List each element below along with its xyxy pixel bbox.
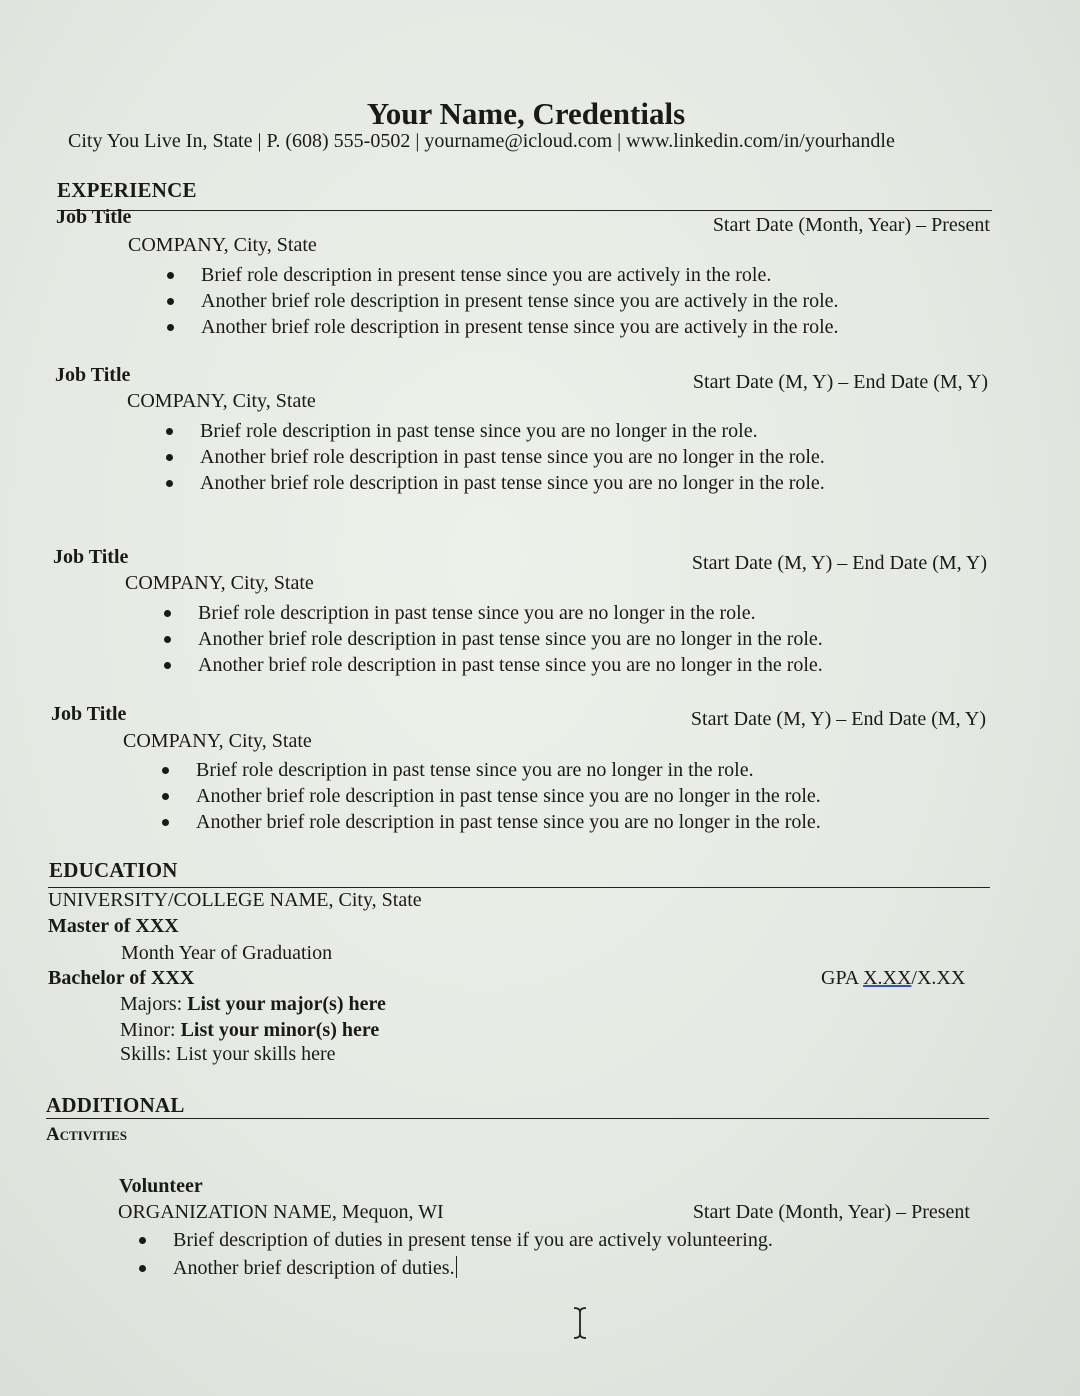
job-bullets: [200, 418, 825, 496]
job-bullets: [201, 262, 839, 340]
job-dates: Start Date (M, Y) – End Date (M, Y): [692, 371, 988, 393]
gpa-scale: /X.XX: [911, 967, 966, 989]
job-dates: Start Date (M, Y) – End Date (M, Y): [691, 552, 987, 574]
list-item: Another brief role description in past tense since you are no longer in the role.: [196, 811, 821, 833]
organization-name: ORGANIZATION NAME, Mequon, WI: [118, 1201, 444, 1223]
list-item: Another brief role description in present tense since you are actively in the role.: [201, 316, 839, 338]
ibeam-cursor-icon: [572, 1306, 588, 1340]
list-item: Another brief role description in present tense since you are actively in the role.: [201, 290, 839, 312]
job-bullets: [196, 757, 821, 835]
education-rule: [48, 887, 990, 888]
additional-rule: [46, 1118, 989, 1119]
job-dates: Start Date (M, Y) – End Date (M, Y): [690, 708, 986, 730]
list-item: Another brief role description in past tense since you are no longer in the role.: [196, 785, 821, 807]
experience-rule: [57, 210, 992, 211]
job-company: COMPANY, City, State: [128, 234, 317, 256]
list-item: Another brief role description in past tense since you are no longer in the role.: [200, 446, 825, 468]
list-item-text: Another brief description of duties.: [173, 1257, 455, 1279]
volunteer-role: Volunteer: [119, 1175, 203, 1197]
job-company: COMPANY, City, State: [127, 390, 316, 412]
majors: [120, 993, 386, 1016]
job-title: Job Title: [51, 703, 127, 725]
gpa-value: X.XX: [863, 967, 912, 989]
minor: [120, 1019, 379, 1042]
graduation-date: Month Year of Graduation: [121, 942, 333, 964]
job-company: COMPANY, City, State: [125, 572, 314, 594]
list-item: Another brief role description in past tense since you are no longer in the role.: [198, 654, 823, 676]
list-item: Another brief role description in past tense since you are no longer in the role.: [198, 628, 823, 650]
job-company: COMPANY, City, State: [123, 730, 312, 752]
list-item: Brief role description in present tense since you are actively in the role.: [201, 262, 839, 288]
list-item: Brief role description in past tense since you are no longer in the role.: [196, 757, 821, 783]
job-dates: Start Date (Month, Year) – Present: [712, 214, 990, 236]
volunteer-bullets: [173, 1227, 773, 1281]
minor-value: List your minor(s) here: [180, 1019, 380, 1041]
experience-heading: EXPERIENCE: [57, 178, 197, 202]
education-heading: EDUCATION: [49, 858, 178, 882]
list-item[interactable]: [173, 1255, 773, 1281]
minor-label: Minor:: [120, 1019, 181, 1041]
resume-name: Your Name, Credentials: [366, 96, 686, 131]
list-item: Brief role description in past tense since you are no longer in the role.: [198, 600, 823, 626]
majors-label: Majors:: [120, 993, 188, 1015]
activities-subheading: Activities: [46, 1124, 127, 1145]
additional-heading: ADDITIONAL: [46, 1093, 185, 1117]
job-title: Job Title: [56, 206, 132, 228]
master-degree: Master of XXX: [48, 915, 179, 937]
gpa: [821, 967, 965, 990]
volunteer-dates: Start Date (Month, Year) – Present: [692, 1201, 970, 1223]
contact-line: City You Live In, State | P. (608) 555-0502 | yourname@icloud.com | www.linkedin.com/in/yourhandle: [68, 130, 895, 152]
list-item: Another brief role description in past tense since you are no longer in the role.: [200, 472, 825, 494]
list-item: Brief description of duties in present tense if you are actively volunteering.: [173, 1229, 773, 1251]
text-cursor: [456, 1256, 458, 1278]
job-title: Job Title: [55, 364, 131, 386]
gpa-label: GPA: [821, 967, 864, 989]
job-title: Job Title: [53, 546, 129, 568]
bachelor-degree: Bachelor of XXX: [48, 967, 195, 989]
job-bullets: [198, 600, 823, 678]
school-name: UNIVERSITY/COLLEGE NAME, City, State: [48, 889, 422, 911]
majors-value: List your major(s) here: [187, 993, 386, 1015]
skills: Skills: List your skills here: [120, 1043, 336, 1065]
list-item: Brief role description in past tense since you are no longer in the role.: [200, 418, 825, 444]
